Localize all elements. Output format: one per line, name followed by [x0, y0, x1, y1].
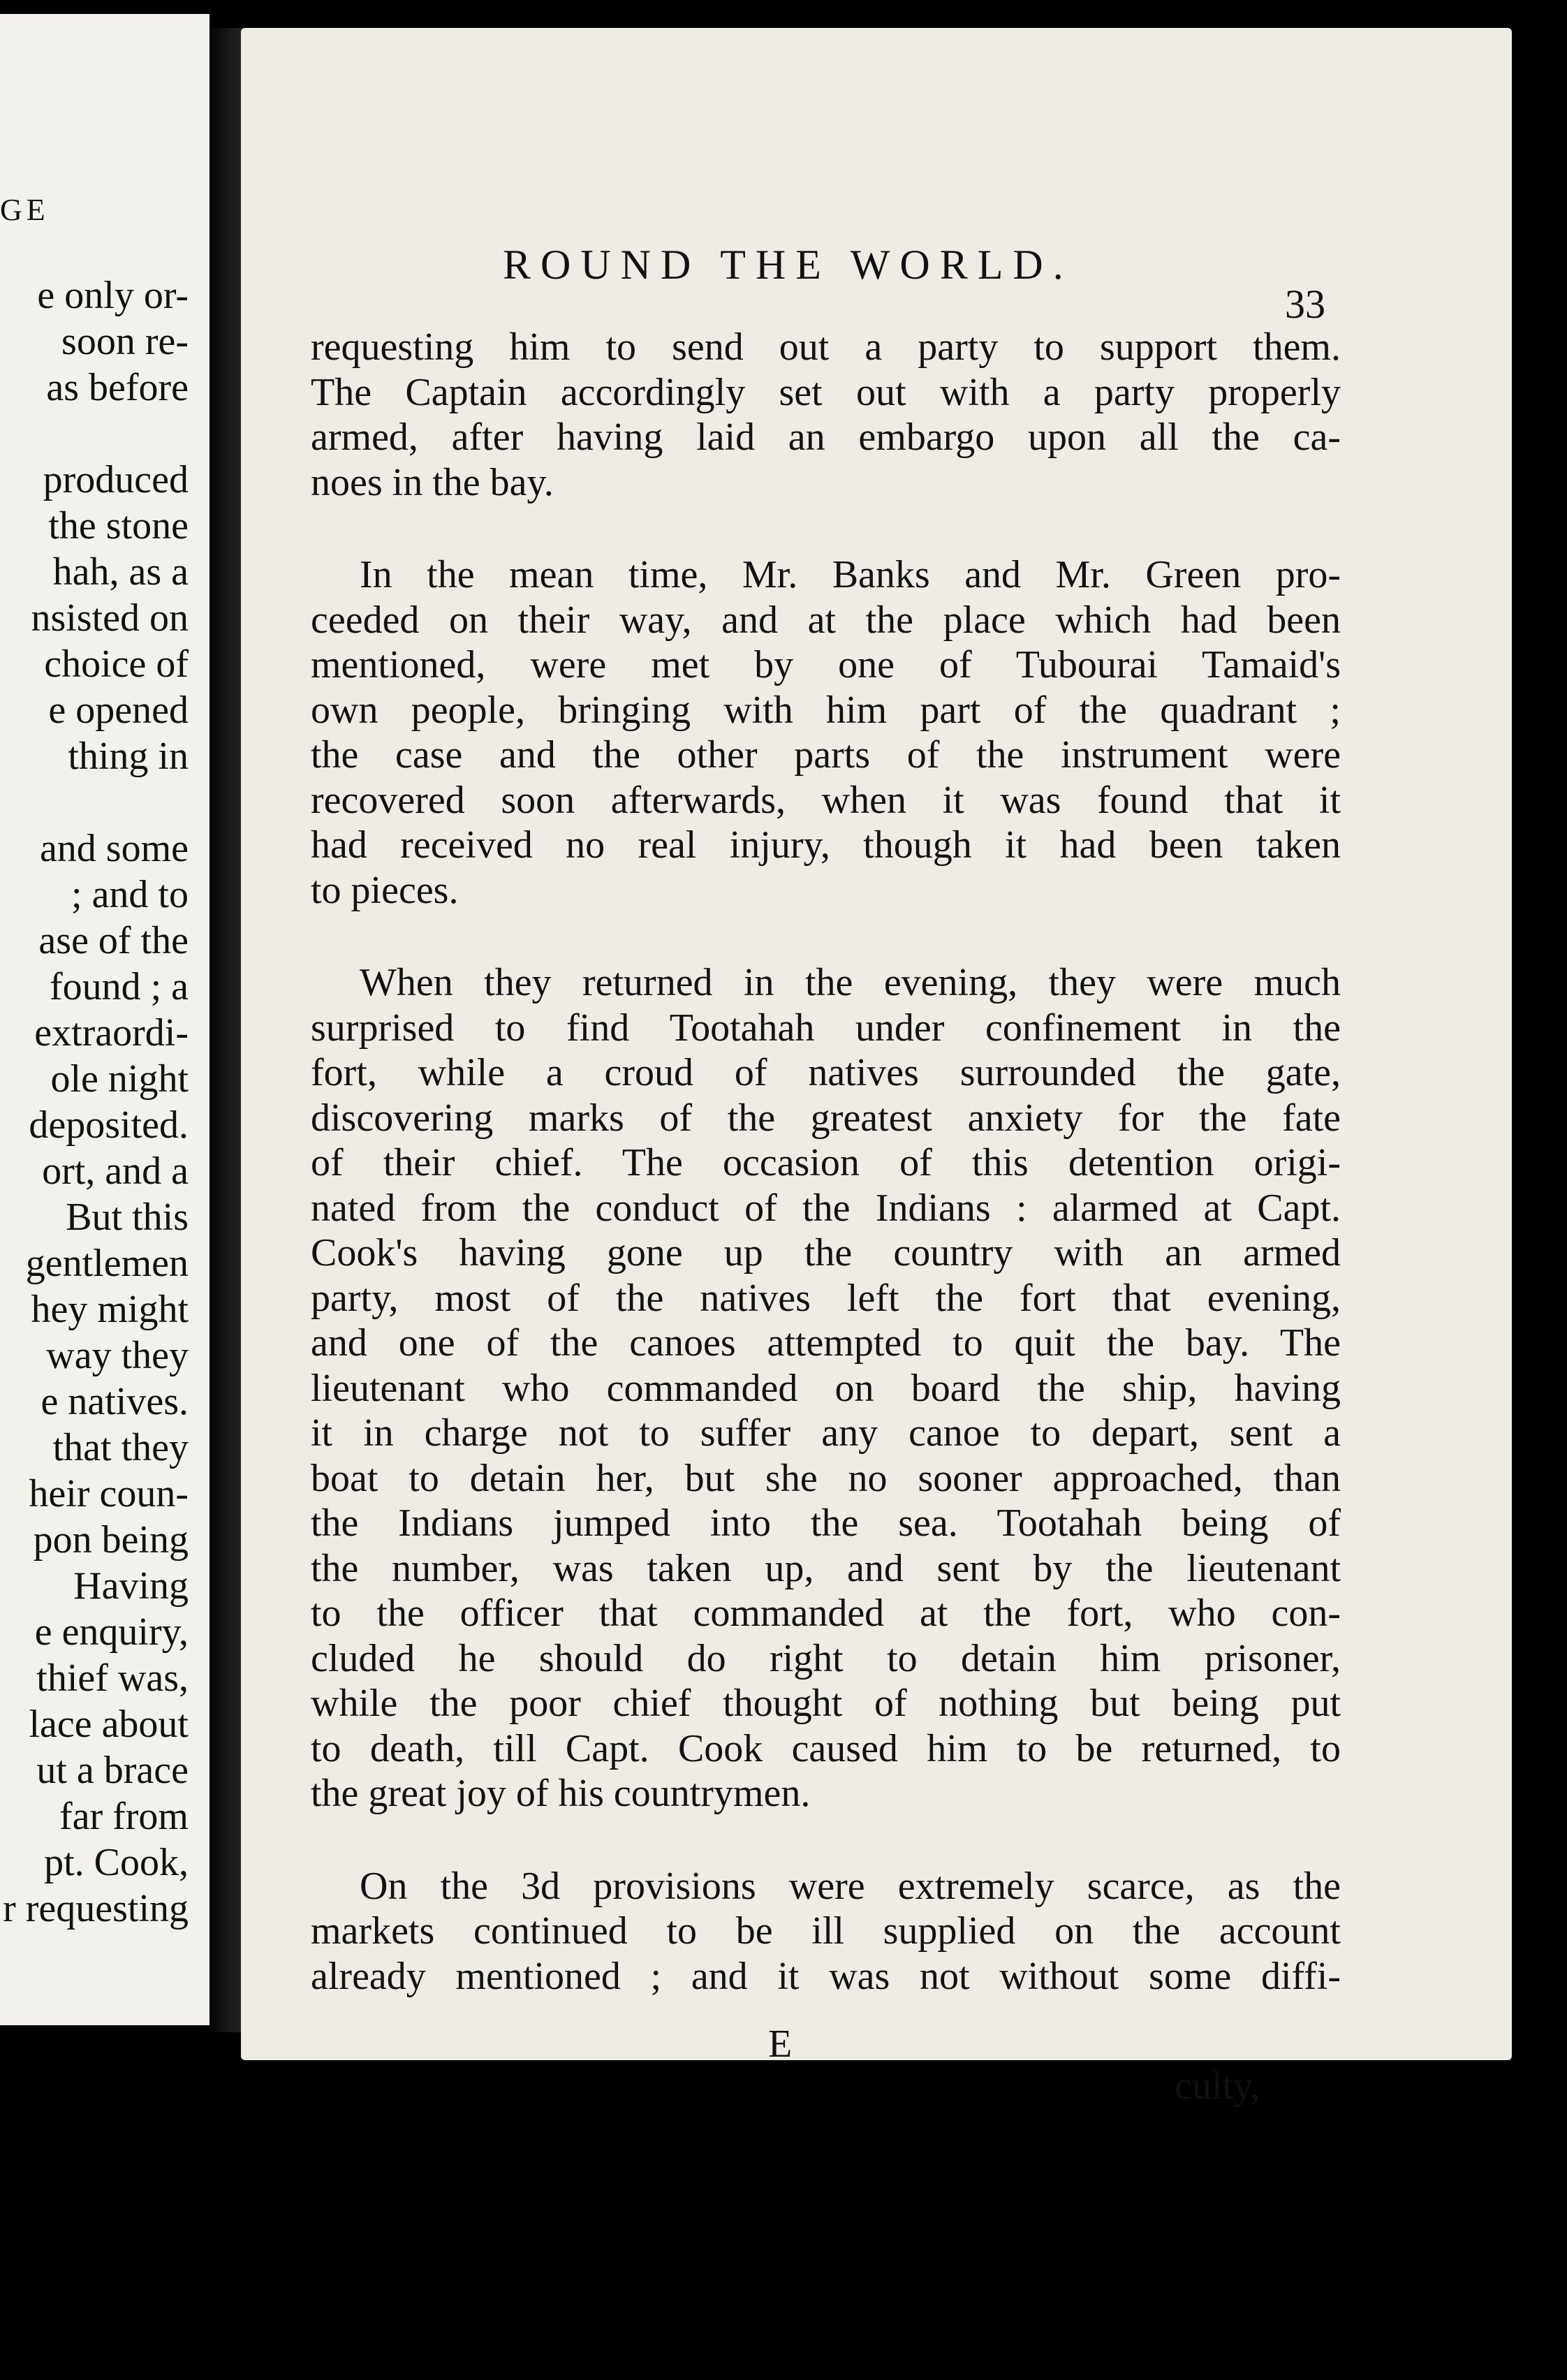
left-fragment-line: extraordi- [34, 1011, 189, 1055]
text-line: noes in the bay. [311, 460, 554, 504]
paragraph-gap [311, 505, 1341, 552]
left-fragment-line: deposited. [29, 1103, 189, 1147]
paragraph [311, 1864, 1341, 1999]
left-fragment-line: soon re- [61, 320, 189, 363]
left-fragment-line: e only or- [37, 274, 189, 317]
left-fragment-line: e opened [48, 689, 189, 732]
text-line: cluded he should do right to detain him prisoner, [311, 1636, 1341, 1680]
text-line: boat to detain her, but she no sooner approached, than [311, 1456, 1341, 1500]
left-fragment-line: the stone [48, 504, 189, 548]
left-fragment-line: way they [46, 1334, 189, 1377]
left-fragment-line: gentlemen [25, 1242, 189, 1285]
left-page [0, 14, 209, 2025]
left-fragment-line [3, 779, 189, 825]
signature-mark: E [768, 2022, 793, 2066]
left-fragment-line: lace about [29, 1703, 189, 1746]
left-fragment-line: as before [46, 366, 189, 409]
text-line: mentioned, were met by one of Tubourai Tamaid's [311, 643, 1341, 686]
text-line: requesting him to send out a party to support them. [311, 325, 1341, 369]
paragraph-gap [311, 1816, 1341, 1864]
text-line: Cook's having gone up the country with an armed [311, 1231, 1341, 1275]
text-line: and one of the canoes attempted to quit the bay. The [311, 1321, 1341, 1365]
running-head: ROUND THE WORLD. [503, 242, 1073, 288]
left-fragment-line: Having [73, 1564, 189, 1608]
left-fragment-line: nsisted on [31, 596, 189, 640]
text-line: lieutenant who commanded on board the ship, having [311, 1366, 1341, 1410]
catchword: culty, [1175, 2064, 1260, 2108]
text-line: On the 3d provisions were extremely scarce, as the [360, 1864, 1341, 1908]
text-line: had received no real injury, though it had been taken [311, 823, 1341, 867]
text-line: the Indians jumped into the sea. Tootahah being of [311, 1501, 1341, 1545]
text-line: nated from the conduct of the Indians : alarmed at Capt. [311, 1186, 1341, 1230]
left-page-text-fragments [3, 272, 189, 1932]
text-line: to the officer that commanded at the fort, who con- [311, 1592, 1341, 1635]
paragraph-gap [311, 913, 1341, 960]
left-fragment-line: e enquiry, [34, 1610, 189, 1654]
left-fragment-line: choice of [44, 642, 189, 686]
text-line: markets continued to be ill supplied on the account [311, 1909, 1341, 1953]
page-number: 33 [1285, 281, 1325, 327]
left-fragment-line: hey might [31, 1288, 189, 1331]
text-line: already mentioned ; and it was not without some diffi- [311, 1954, 1341, 1998]
left-fragment-line: But this [66, 1196, 189, 1239]
text-line: it in charge not to suffer any canoe to depart, sent a [311, 1411, 1341, 1455]
text-line: The Captain accordingly set out with a party properly [311, 370, 1341, 414]
left-fragment-line: ase of the [38, 919, 189, 962]
text-line: ceeded on their way, and at the place which had been [311, 598, 1341, 642]
text-line: to pieces. [311, 868, 459, 912]
left-fragment-line: that they [52, 1426, 189, 1469]
left-fragment-line: and some [39, 827, 189, 870]
left-fragment-line: far from [59, 1795, 189, 1838]
left-running-head: GE [0, 193, 50, 227]
text-line: while the poor chief thought of nothing but being put [311, 1682, 1341, 1725]
left-fragment-line: pon being [33, 1518, 189, 1562]
text-line: discovering marks of the greatest anxiety for the fate [311, 1096, 1341, 1140]
left-fragment-line: heir coun- [29, 1472, 189, 1515]
text-line: recovered soon afterwards, when it was found that it [311, 778, 1341, 822]
left-fragment-line: found ; a [49, 965, 189, 1008]
left-fragment-line: thing in [68, 735, 189, 778]
left-fragment-line: ort, and a [42, 1149, 189, 1193]
paragraph [311, 552, 1341, 913]
body-text [311, 325, 1341, 1999]
text-line: armed, after having laid an embargo upon all the ca- [311, 416, 1341, 459]
paragraph [311, 960, 1341, 1816]
left-fragment-line: ole night [50, 1057, 189, 1101]
text-line: the number, was taken up, and sent by the lieutenant [311, 1546, 1341, 1590]
text-line: the great joy of his countrymen. [311, 1772, 811, 1815]
text-line: of their chief. The occasion of this detention origi- [311, 1141, 1341, 1184]
left-fragment-line: thief was, [36, 1657, 189, 1700]
text-line: the case and the other parts of the instrument were [311, 733, 1341, 777]
paragraph [311, 325, 1341, 505]
left-fragment-line: ; and to [71, 873, 189, 916]
text-line: In the mean time, Mr. Banks and Mr. Green pro- [360, 553, 1341, 596]
left-fragment-line: hah, as a [52, 550, 189, 594]
text-line: surprised to find Tootahah under confinement in the [311, 1006, 1341, 1050]
text-line: When they returned in the evening, they were much [360, 961, 1341, 1004]
left-fragment-line: e natives. [41, 1380, 189, 1423]
left-fragment-line: pt. Cook, [44, 1841, 189, 1884]
text-line: to death, till Capt. Cook caused him to be returned, to [311, 1726, 1341, 1770]
text-line: fort, while a croud of natives surrounded the gate, [311, 1051, 1341, 1094]
text-line: party, most of the natives left the fort that evening, [311, 1276, 1341, 1320]
left-fragment-line [3, 411, 189, 457]
text-line: own people, bringing with him part of the quadrant ; [311, 688, 1341, 732]
left-fragment-line: r requesting [3, 1887, 189, 1930]
left-fragment-line: ut a brace [36, 1749, 189, 1792]
left-fragment-line: produced [43, 458, 189, 501]
